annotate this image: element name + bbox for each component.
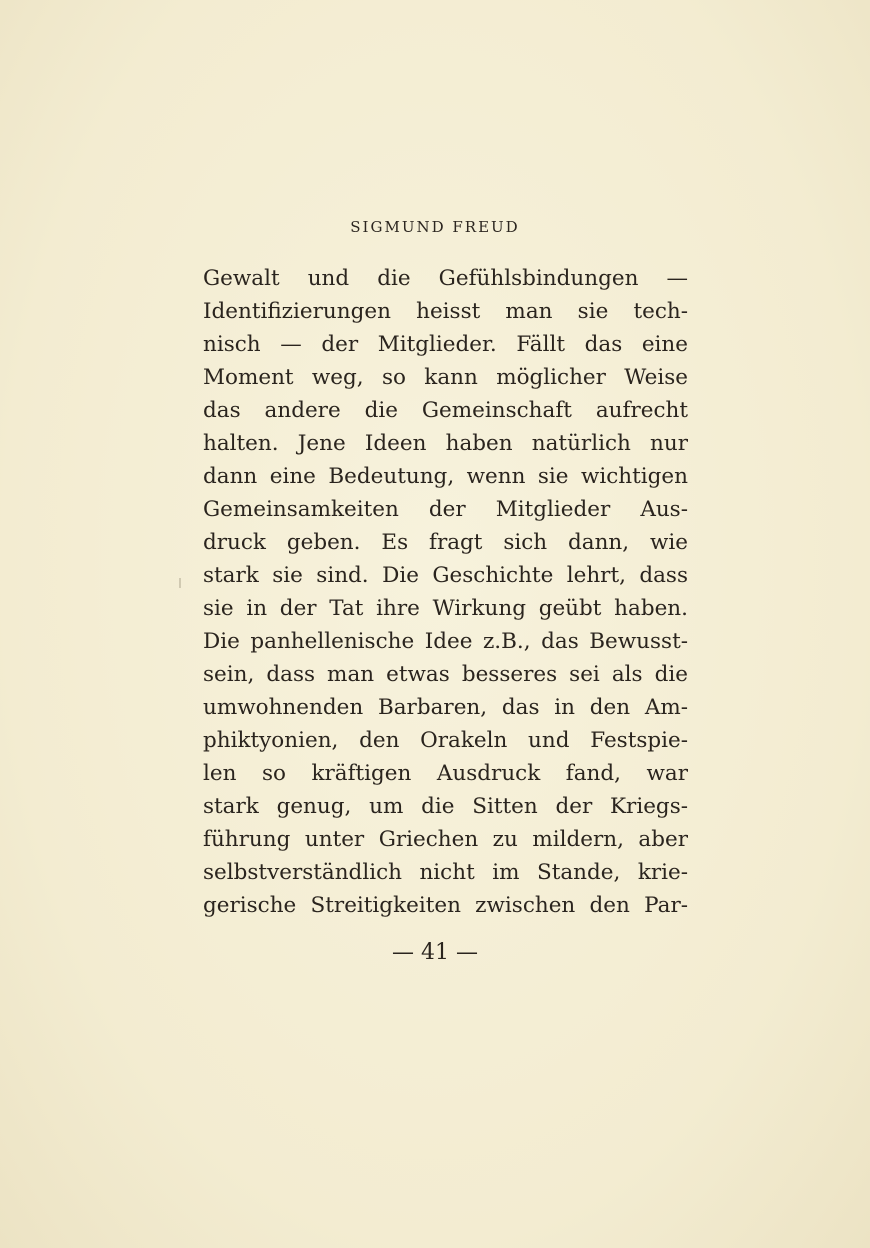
- text-line: das andere die Gemeinschaft aufrecht: [203, 398, 688, 423]
- running-head: SIGMUND FREUD: [350, 218, 520, 236]
- text-line: nisch — der Mitglieder. Fällt das eine: [203, 332, 688, 357]
- text-line: dann eine Bedeutung, wenn sie wichtigen: [203, 464, 688, 489]
- text-line: stark genug, um die Sitten der Kriegs-: [203, 794, 688, 819]
- text-line: phiktyonien, den Orakeln und Festspie-: [203, 728, 688, 753]
- paper-speck: [179, 578, 181, 588]
- text-line: führung unter Griechen zu mildern, aber: [203, 827, 688, 852]
- text-line: gerische Streitigkeiten zwischen den Par-: [203, 893, 688, 918]
- text-line: Moment weg, so kann möglicher Weise: [203, 365, 688, 390]
- text-line: druck geben. Es fragt sich dann, wie: [203, 530, 688, 555]
- text-line: Gewalt und die Gefühlsbindungen —: [203, 266, 688, 291]
- text-line: Die panhellenische Idee z.B., das Bewusst-: [203, 629, 688, 654]
- text-line: sie in der Tat ihre Wirkung geübt haben.: [203, 596, 688, 621]
- text-line: sein, dass man etwas besseres sei als die: [203, 662, 688, 687]
- page-number: — 41 —: [392, 940, 478, 965]
- body-text: [203, 262, 688, 922]
- text-line: Gemeinsamkeiten der Mitglieder Aus-: [203, 497, 688, 522]
- text-line: halten. Jene Ideen haben natürlich nur: [203, 431, 688, 456]
- text-line: len so kräftigen Ausdruck fand, war: [203, 761, 688, 786]
- text-line: umwohnenden Barbaren, das in den Am-: [203, 695, 688, 720]
- text-line: stark sie sind. Die Geschichte lehrt, dass: [203, 563, 688, 588]
- text-line: selbstverständlich nicht im Stande, krie-: [203, 860, 688, 885]
- text-line: Identifizierungen heisst man sie tech-: [203, 299, 688, 324]
